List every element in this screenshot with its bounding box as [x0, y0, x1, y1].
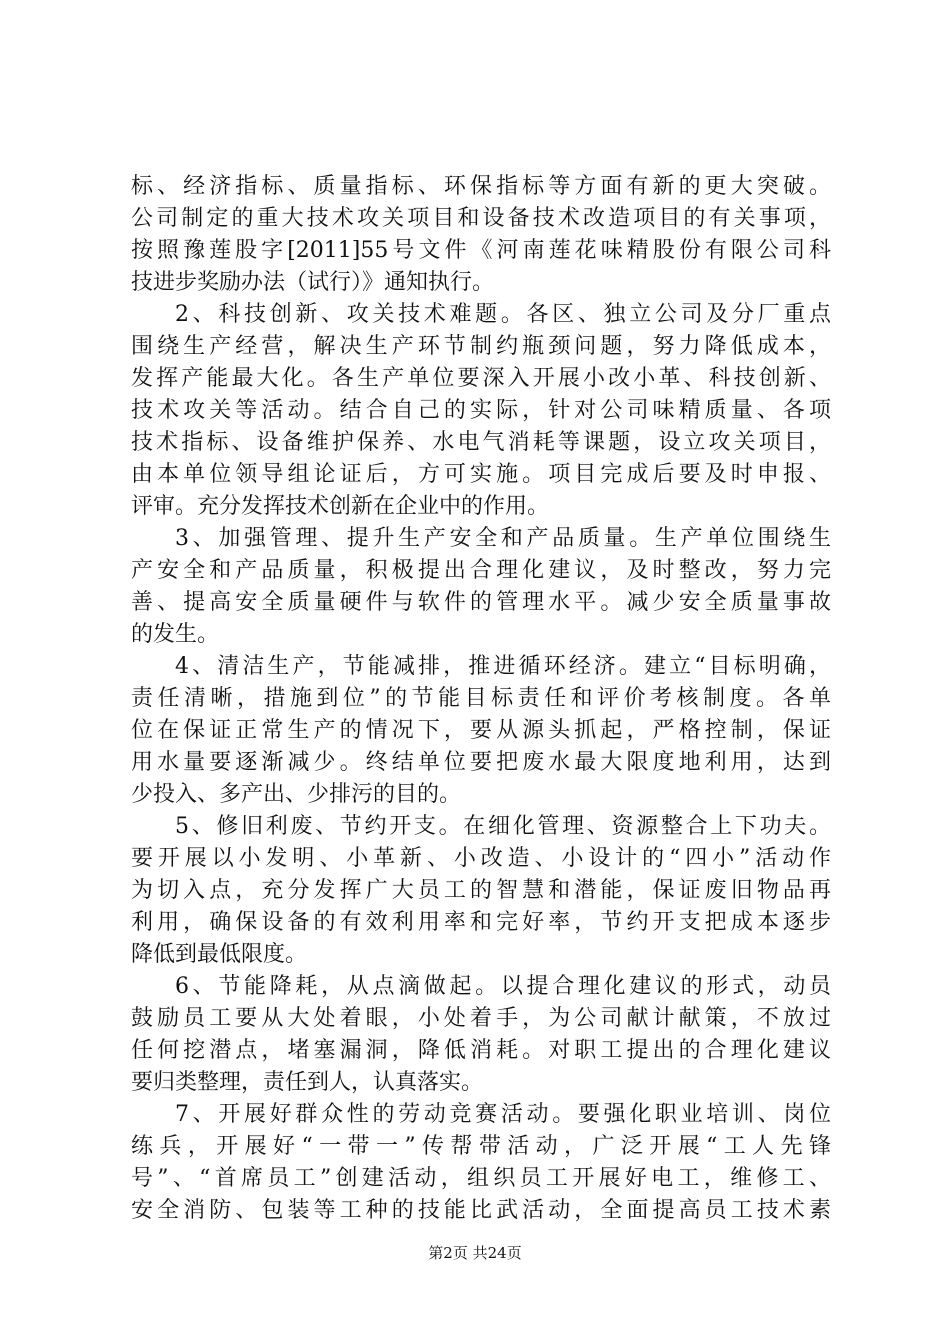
text-line: 鼓励员工要从大处着眼，小处着手，为公司献计献策，不放过 — [131, 1006, 831, 1031]
text-line: 按照豫莲股字[2011]55号文件《河南莲花味精股份有限公司科 — [131, 238, 831, 263]
text-line: 发挥产能最大化。各生产单位要深入开展小改小革、科技创新、 — [131, 366, 831, 391]
text-line: 任何挖潜点，堵塞漏洞，降低消耗。对职工提出的合理化建议 — [131, 1038, 831, 1063]
text-line: 要开展以小发明、小革新、小改造、小设计的“四小”活动作 — [131, 846, 831, 871]
page-footer: 第2页 共24页 — [428, 1244, 522, 1262]
text-line: 责任清晰，措施到位”的节能目标责任和评价考核制度。各单 — [131, 686, 831, 711]
text-line: 3、加强管理、提升生产安全和产品质量。生产单位围绕生 — [175, 526, 831, 551]
text-line: 公司制定的重大技术攻关项目和设备技术改造项目的有关事项， — [131, 206, 831, 231]
text-line: 用水量要逐渐减少。终结单位要把废水最大限度地利用，达到 — [131, 750, 831, 775]
text-line: 练兵，开展好“一带一”传帮带活动，广泛开展“工人先锋 — [131, 1134, 831, 1159]
text-line: 技术指标、设备维护保养、水电气消耗等课题，设立攻关项目， — [131, 430, 831, 455]
text-line: 号”、“首席员工”创建活动，组织员工开展好电工，维修工、 — [131, 1166, 831, 1191]
text-line: 产安全和产品质量，积极提出合理化建议，及时整改，努力完 — [131, 558, 831, 583]
text-line: 要归类整理，责任到人，认真落实。 — [131, 1070, 484, 1095]
text-line: 7、开展好群众性的劳动竞赛活动。要强化职业培训、岗位 — [175, 1102, 831, 1127]
text-line: 技进步奖励办法（试行）》通知执行。 — [131, 270, 495, 295]
text-line: 降低到最低限度。 — [131, 942, 308, 967]
text-line: 5、修旧利废、节约开支。在细化管理、资源整合上下功夫。 — [175, 814, 831, 839]
text-line: 评审。充分发挥技术创新在企业中的作用。 — [131, 494, 550, 519]
text-line: 位在保证正常生产的情况下，要从源头抓起，严格控制，保证 — [131, 718, 831, 743]
text-line: 由本单位领导组论证后，方可实施。项目完成后要及时申报、 — [131, 462, 831, 487]
text-line: 安全消防、包装等工种的技能比武活动，全面提高员工技术素 — [131, 1198, 831, 1223]
text-line: 的发生。 — [131, 622, 220, 647]
text-line: 2、科技创新、攻关技术难题。各区、独立公司及分厂重点 — [175, 302, 831, 327]
text-line: 善、提高安全质量硬件与软件的管理水平。减少安全质量事故 — [131, 590, 831, 615]
text-line: 少投入、多产出、少排污的目的。 — [131, 782, 462, 807]
text-line: 4、清洁生产，节能减排，推进循环经济。建立“目标明确， — [175, 654, 831, 679]
body-text — [131, 171, 831, 1227]
text-line: 技术攻关等活动。结合自己的实际，针对公司味精质量、各项 — [131, 398, 831, 423]
text-line: 6、节能降耗，从点滴做起。以提合理化建议的形式，动员 — [175, 974, 831, 999]
text-line: 标、经济指标、质量指标、环保指标等方面有新的更大突破。 — [131, 174, 831, 199]
text-line: 利用，确保设备的有效利用率和完好率，节约开支把成本逐步 — [131, 910, 831, 935]
text-line: 围绕生产经营，解决生产环节制约瓶颈问题，努力降低成本， — [131, 334, 831, 359]
text-line: 为切入点，充分发挥广大员工的智慧和潜能，保证废旧物品再 — [131, 878, 831, 903]
